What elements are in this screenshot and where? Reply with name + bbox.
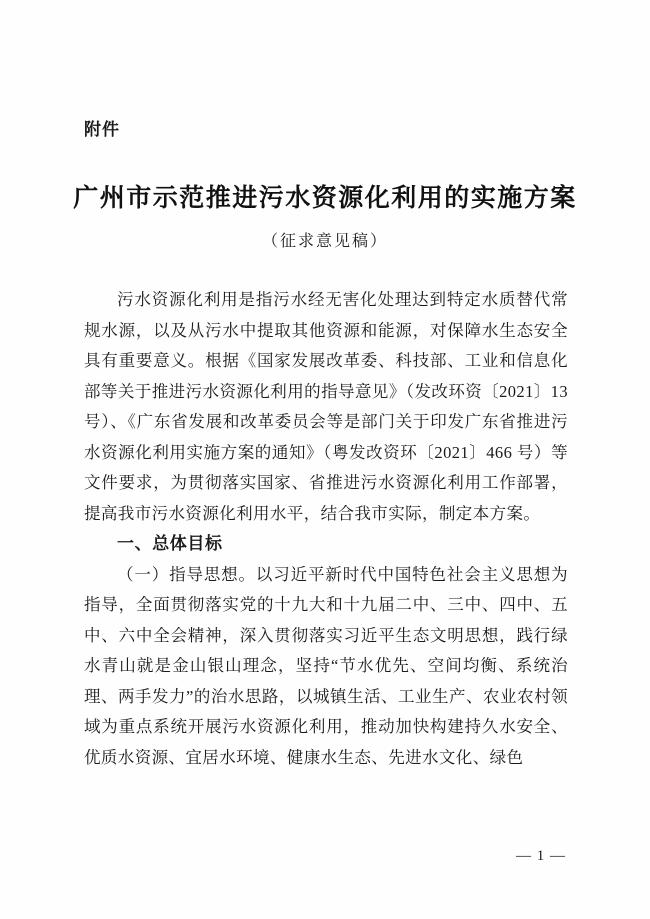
page-title: 广州市示范推进污水资源化利用的实施方案: [73, 185, 577, 212]
document-subtitle: （征求意见稿）: [261, 233, 388, 250]
section-paragraph: （一）指导思想。以习近平新时代中国特色社会主义思想为指导，全面贯彻落实党的十九大和十九届二中、三中、四中、五中、六中全会精神，深入贯彻落实习近平生态文明思想，践行绿水青山就是金山银山理念，坚持“节水优先、空间均衡、系统治理、两手发力”的治水思路，以城镇生活、工业生产、农业农村领域为重点系统开展污水资源化利用，推动加快构建持久水安全、优质水资源、宜居水环境、健康水生态、先进水文化、绿色: [84, 564, 568, 767]
attachment-label: 附件: [84, 120, 120, 139]
section-heading: 一、总体目标: [117, 534, 223, 553]
page-number: — 1 —: [516, 848, 566, 864]
document-body: [84, 285, 568, 773]
body-paragraph: 污水资源化利用是指污水经无害化处理达到特定水质替代常规水源，以及从污水中提取其他资源和能源，对保障水生态安全具有重要意义。根据《国家发展改革委、科技部、工业和信息化部等关于推进污水资源化利用的指导意见》（发改环资〔2021〕13 号）、《广东省发展和改革委员会等是部门关于印发广东省推进污水资源化利用实施方案的通知》（粤发改资环〔2021〕466 号）等文件要求，为贯彻落实国家、省推进污水资源化利用工作部署，提高我市污水资源化利用水平，结合我市实际，制定本方案。: [84, 290, 568, 523]
